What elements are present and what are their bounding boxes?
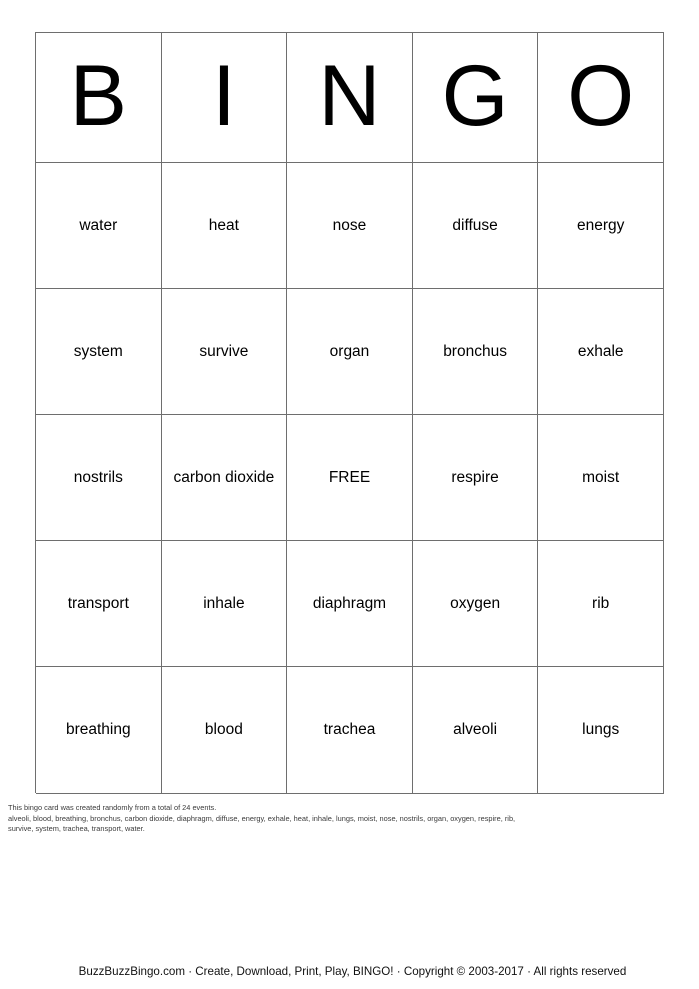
bingo-cell-o1[interactable]: [538, 163, 664, 289]
bingo-cell-label: carbon dioxide: [173, 468, 275, 486]
bingo-cell-n5[interactable]: [287, 667, 413, 794]
bingo-cell-label: exhale: [577, 342, 624, 360]
bingo-cell-label: nose: [332, 216, 367, 234]
bingo-cell-b3[interactable]: [36, 415, 162, 541]
footer-bar: [0, 960, 699, 982]
bingo-header-letter-b: B: [36, 33, 162, 163]
bingo-header-row: [36, 33, 664, 163]
bingo-cell-label: nostrils: [73, 468, 123, 486]
bingo-cell-label: respire: [451, 468, 499, 486]
bingo-cell-label: transport: [67, 594, 129, 612]
footer-copyright-text: BuzzBuzzBingo.com · Create, Download, Print, Play, BINGO! · Copyright © 2003-2017 · All rights reserved: [78, 964, 627, 978]
bingo-cell-label: organ: [329, 342, 370, 360]
bingo-cell-label: blood: [204, 721, 243, 739]
bingo-cell-b1[interactable]: [36, 163, 162, 289]
bingo-cell-n1[interactable]: [287, 163, 413, 289]
bingo-row-1: [36, 163, 664, 289]
bingo-cell-i5[interactable]: [162, 667, 288, 794]
bingo-cell-free-space[interactable]: [287, 415, 413, 541]
bingo-cell-label: energy: [576, 216, 625, 234]
bingo-cell-g4[interactable]: [413, 541, 539, 667]
bingo-cell-i4[interactable]: [162, 541, 288, 667]
free-space-label: FREE: [328, 468, 371, 486]
bingo-cell-i2[interactable]: [162, 289, 288, 415]
fine-print-line-3: survive, system, trachea, transport, water.: [8, 824, 145, 833]
bingo-cell-label: lungs: [582, 721, 620, 739]
bingo-cell-label: moist: [582, 468, 620, 486]
bingo-cell-o2[interactable]: [538, 289, 664, 415]
bingo-cell-label: heat: [208, 216, 239, 234]
bingo-cell-label: survive: [199, 342, 249, 360]
bingo-row-4: [36, 541, 664, 667]
bingo-cell-o3[interactable]: [538, 415, 664, 541]
bingo-row-5: [36, 667, 664, 794]
bingo-cell-label: oxygen: [450, 594, 501, 612]
bingo-cell-g2[interactable]: [413, 289, 539, 415]
bingo-cell-label: water: [79, 216, 118, 234]
bingo-cell-n4[interactable]: [287, 541, 413, 667]
bingo-cell-label: system: [73, 342, 123, 360]
bingo-cell-label: diffuse: [452, 216, 498, 234]
bingo-row-2: [36, 289, 664, 415]
bingo-cell-label: breathing: [65, 721, 131, 739]
bingo-cell-o5[interactable]: [538, 667, 664, 794]
bingo-cell-g3[interactable]: [413, 415, 539, 541]
bingo-cell-label: trachea: [323, 721, 376, 739]
bingo-cell-label: inhale: [203, 594, 245, 612]
bingo-card: [35, 32, 664, 793]
bingo-cell-i3[interactable]: [162, 415, 288, 541]
bingo-header-letter-g: G: [413, 33, 539, 163]
bingo-cell-label: alveoli: [453, 721, 498, 739]
fine-print-block: [8, 803, 693, 835]
fine-print-line-1: This bingo card was created randomly from a total of 24 events.: [8, 803, 217, 812]
bingo-cell-label: bronchus: [443, 342, 507, 360]
bingo-header-letter-o: O: [538, 33, 664, 163]
bingo-cell-label: diaphragm: [312, 594, 387, 612]
bingo-cell-g1[interactable]: [413, 163, 539, 289]
bingo-row-3: [36, 415, 664, 541]
bingo-header-letter-n: N: [287, 33, 413, 163]
bingo-cell-g5[interactable]: [413, 667, 539, 794]
bingo-cell-b2[interactable]: [36, 289, 162, 415]
bingo-cell-i1[interactable]: [162, 163, 288, 289]
bingo-cell-n2[interactable]: [287, 289, 413, 415]
bingo-header-letter-i: I: [162, 33, 288, 163]
fine-print-line-2: alveoli, blood, breathing, bronchus, carbon dioxide, diaphragm, diffuse, energy, exhale, heat, inhale, lungs, moist, nose, nostrils, organ, oxygen, respire, rib,: [8, 813, 516, 823]
bingo-cell-label: rib: [592, 594, 610, 612]
bingo-cell-o4[interactable]: [538, 541, 664, 667]
bingo-cell-b5[interactable]: [36, 667, 162, 794]
bingo-cell-b4[interactable]: [36, 541, 162, 667]
